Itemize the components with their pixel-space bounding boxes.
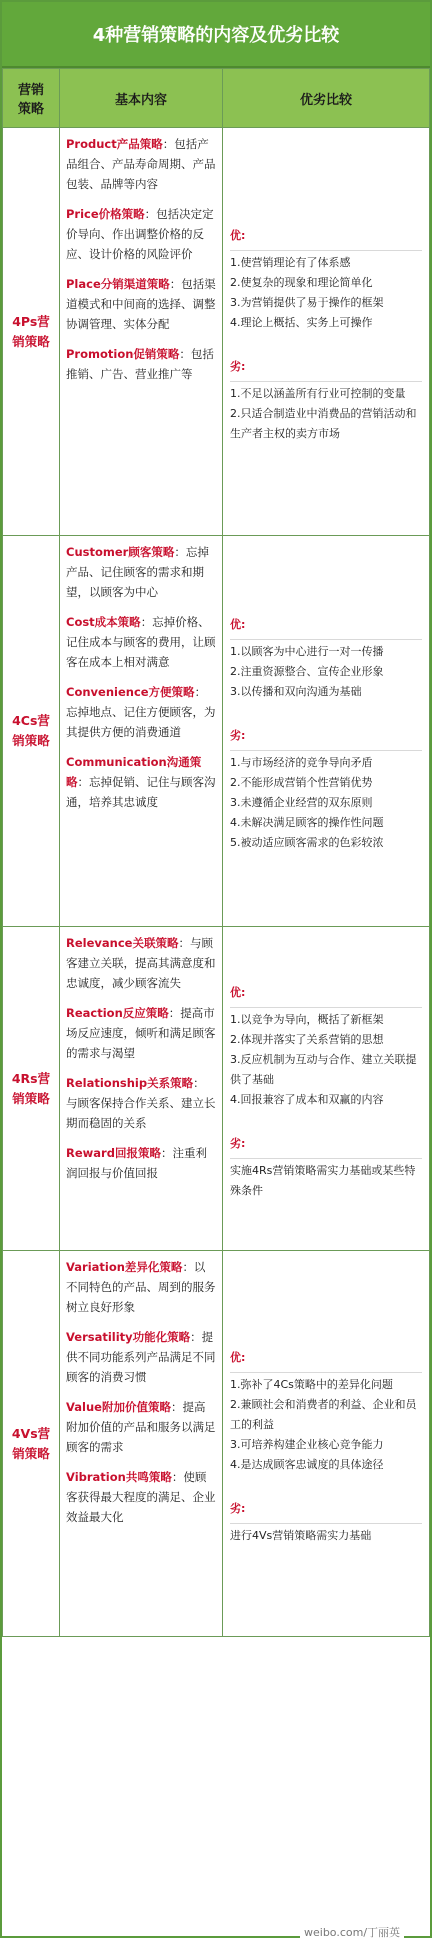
cons-item: 1.不足以涵盖所有行业可控制的变量 <box>230 386 406 400</box>
pros-item: 1.使营销理论有了体系感 <box>230 255 351 269</box>
strategy-item-name: Relationship关系策略 <box>66 1076 194 1090</box>
cons-item: 2.只适合制造业中消费品的营销活动和生产者主权的卖方市场 <box>230 406 417 440</box>
strategy-item <box>66 344 216 384</box>
pros-label: 优: <box>230 228 246 242</box>
pros-item: 4.是达成顾客忠诚度的具体途径 <box>230 1457 384 1471</box>
cons-label: 劣: <box>230 359 246 373</box>
cons-item: 5.被动适应顾客需求的色彩较浓 <box>230 836 384 849</box>
pros-cons-cell <box>223 927 430 1251</box>
pros-item: 1.以顾客为中心进行一对一传播 <box>230 645 384 658</box>
cons-item: 进行4Vs营销策略需实力基础 <box>230 1528 372 1542</box>
pros-item: 4.回报兼容了成本和双赢的内容 <box>230 1092 384 1106</box>
strategy-item-name: Convenience方便策略 <box>66 685 195 699</box>
strategy-item-name: Place分销渠道策略 <box>66 277 170 291</box>
pros-cons-cell <box>223 128 430 536</box>
cons-item: 4.未解决满足顾客的操作性问题 <box>230 816 384 829</box>
strategy-item <box>66 274 216 334</box>
strategy-item-name: Product产品策略 <box>66 137 163 151</box>
strategy-item-name: Cost成本策略 <box>66 615 141 629</box>
strategy-item <box>66 1143 216 1183</box>
strategy-item <box>66 1397 216 1457</box>
strategy-content <box>60 128 223 536</box>
strategy-item-name: Customer顾客策略 <box>66 545 175 559</box>
strategy-item-desc: ：与顾客保持合作关系、建立长期而稳固的关系 <box>66 1076 216 1130</box>
strategy-item-desc: ：注重利润回报与价值回报 <box>66 1146 207 1180</box>
pros-item: 1.以竞争为导向，概括了新框架 <box>230 1012 384 1026</box>
strategy-row <box>3 536 430 927</box>
strategy-item-desc: ：包括产品组合、产品寿命周期、产品包装、品牌等内容 <box>66 137 216 191</box>
cons-label: 劣: <box>230 1136 246 1150</box>
strategy-item <box>66 1257 216 1317</box>
strategy-item-desc: ：使顾客获得最大程度的满足、企业效益最大化 <box>66 1470 216 1524</box>
strategy-item-desc: ：提高附加价值的产品和服务以满足顾客的需求 <box>66 1400 216 1454</box>
pros-item: 3.反应机制为互动与合作、建立关联提供了基础 <box>230 1052 417 1086</box>
strategy-item-desc: ：包括渠道模式和中间商的选择、调整协调管理、实体分配 <box>66 277 216 331</box>
strategy-item-name: Price价格策略 <box>66 207 145 221</box>
strategy-item-desc: ：包括决定定价导向、作出调整价格的反应、设计价格的风险评价 <box>66 207 214 261</box>
strategy-item-name: Vibration共鸣策略 <box>66 1470 172 1484</box>
strategy-item-desc: ：忘掉价格、记住成本与顾客的费用，让顾客在成本上相对满意 <box>66 615 216 669</box>
strategy-item-desc: ：忘掉促销、记住与顾客沟通，培养其忠诚度 <box>66 775 216 809</box>
strategy-item <box>66 933 216 993</box>
strategy-content <box>60 1251 223 1637</box>
strategy-item <box>66 682 216 742</box>
header-strategy: 营销 策略 <box>3 69 60 128</box>
pros-cons-cell <box>223 536 430 927</box>
pros-item: 3.以传播和双向沟通为基础 <box>230 685 362 698</box>
strategy-name: 4Vs营销策略 <box>3 1251 60 1637</box>
pros-item: 2.体现并落实了关系营销的思想 <box>230 1032 384 1046</box>
strategy-item-desc: ：包括推销、广告、营业推广等 <box>66 347 214 381</box>
strategy-item-desc: ：与顾客建立关联，提高其满意度和忠诚度，减少顾客流失 <box>66 936 216 990</box>
strategy-row <box>3 128 430 536</box>
pros-label: 优: <box>230 618 246 631</box>
strategy-item <box>66 1003 216 1063</box>
strategy-item <box>66 1467 216 1527</box>
pros-item: 2.使复杂的现象和理论简单化 <box>230 275 373 289</box>
strategy-row <box>3 1251 430 1637</box>
strategy-content <box>60 927 223 1251</box>
strategy-item <box>66 612 216 672</box>
header-content: 基本内容 <box>60 69 223 128</box>
strategy-name: 4Ps营销策略 <box>3 128 60 536</box>
strategy-content <box>60 536 223 927</box>
table-title: 4种营销策略的内容及优劣比较 <box>2 2 430 68</box>
strategy-item <box>66 1073 216 1133</box>
strategy-name: 4Cs营销策略 <box>3 536 60 927</box>
cons-item: 2.不能形成营销个性营销优势 <box>230 776 373 789</box>
strategy-item <box>66 1327 216 1387</box>
strategy-item <box>66 204 216 264</box>
cons-label: 劣: <box>230 1501 246 1515</box>
strategy-item-name: Communication沟通策略 <box>66 755 202 789</box>
comparison-table <box>2 68 430 1637</box>
pros-label: 优: <box>230 1350 246 1364</box>
strategy-item-name: Relevance关联策略 <box>66 936 179 950</box>
strategy-item-name: Reaction反应策略 <box>66 1006 169 1020</box>
pros-item: 2.兼顾社会和消费者的利益、企业和员工的利益 <box>230 1397 417 1431</box>
pros-cons-cell <box>223 1251 430 1637</box>
strategy-item-name: Versatility功能化策略 <box>66 1330 191 1344</box>
header-row <box>3 69 430 128</box>
strategy-name: 4Rs营销策略 <box>3 927 60 1251</box>
cons-item: 3.未遵循企业经营的双东原则 <box>230 796 373 809</box>
strategy-item-desc: ：提高市场反应速度，倾听和满足顾客的需求与渴望 <box>66 1006 216 1060</box>
strategy-item-desc: ：忘掉产品、记住顾客的需求和期望，以顾客为中心 <box>66 545 209 599</box>
cons-item: 实施4Rs营销策略需实力基础或某些特殊条件 <box>230 1163 416 1197</box>
pros-item: 3.可培养构建企业核心竞争能力 <box>230 1437 384 1451</box>
pros-item: 2.注重资源整合、宣传企业形象 <box>230 665 384 678</box>
strategy-item-desc: ：忘掉地点、记住方便顾客，为其提供方便的消费通道 <box>66 685 216 739</box>
cons-label: 劣: <box>230 729 246 742</box>
strategy-item-name: Variation差异化策略 <box>66 1260 183 1274</box>
pros-item: 4.理论上概括、实务上可操作 <box>230 315 373 329</box>
pros-label: 优: <box>230 985 246 999</box>
strategy-item-name: Value附加价值策略 <box>66 1400 171 1414</box>
strategy-item-desc: ：提供不同功能系列产品满足不同顾客的消费习惯 <box>66 1330 216 1384</box>
strategy-item <box>66 542 216 602</box>
strategy-row <box>3 927 430 1251</box>
cons-item: 1.与市场经济的竞争导向矛盾 <box>230 756 373 769</box>
pros-item: 1.弥补了4Cs策略中的差异化问题 <box>230 1377 393 1391</box>
strategy-item-name: Reward回报策略 <box>66 1146 161 1160</box>
strategy-item <box>66 752 216 812</box>
weibo-watermark: weibo.com/丁丽英 <box>300 1924 404 1940</box>
strategy-item-name: Promotion促销策略 <box>66 347 180 361</box>
strategy-item-desc: ：以不同特色的产品、周到的服务树立良好形象 <box>66 1260 216 1314</box>
strategy-item <box>66 134 216 194</box>
pros-item: 3.为营销提供了易于操作的框架 <box>230 295 384 309</box>
header-pros-cons: 优劣比较 <box>223 69 430 128</box>
